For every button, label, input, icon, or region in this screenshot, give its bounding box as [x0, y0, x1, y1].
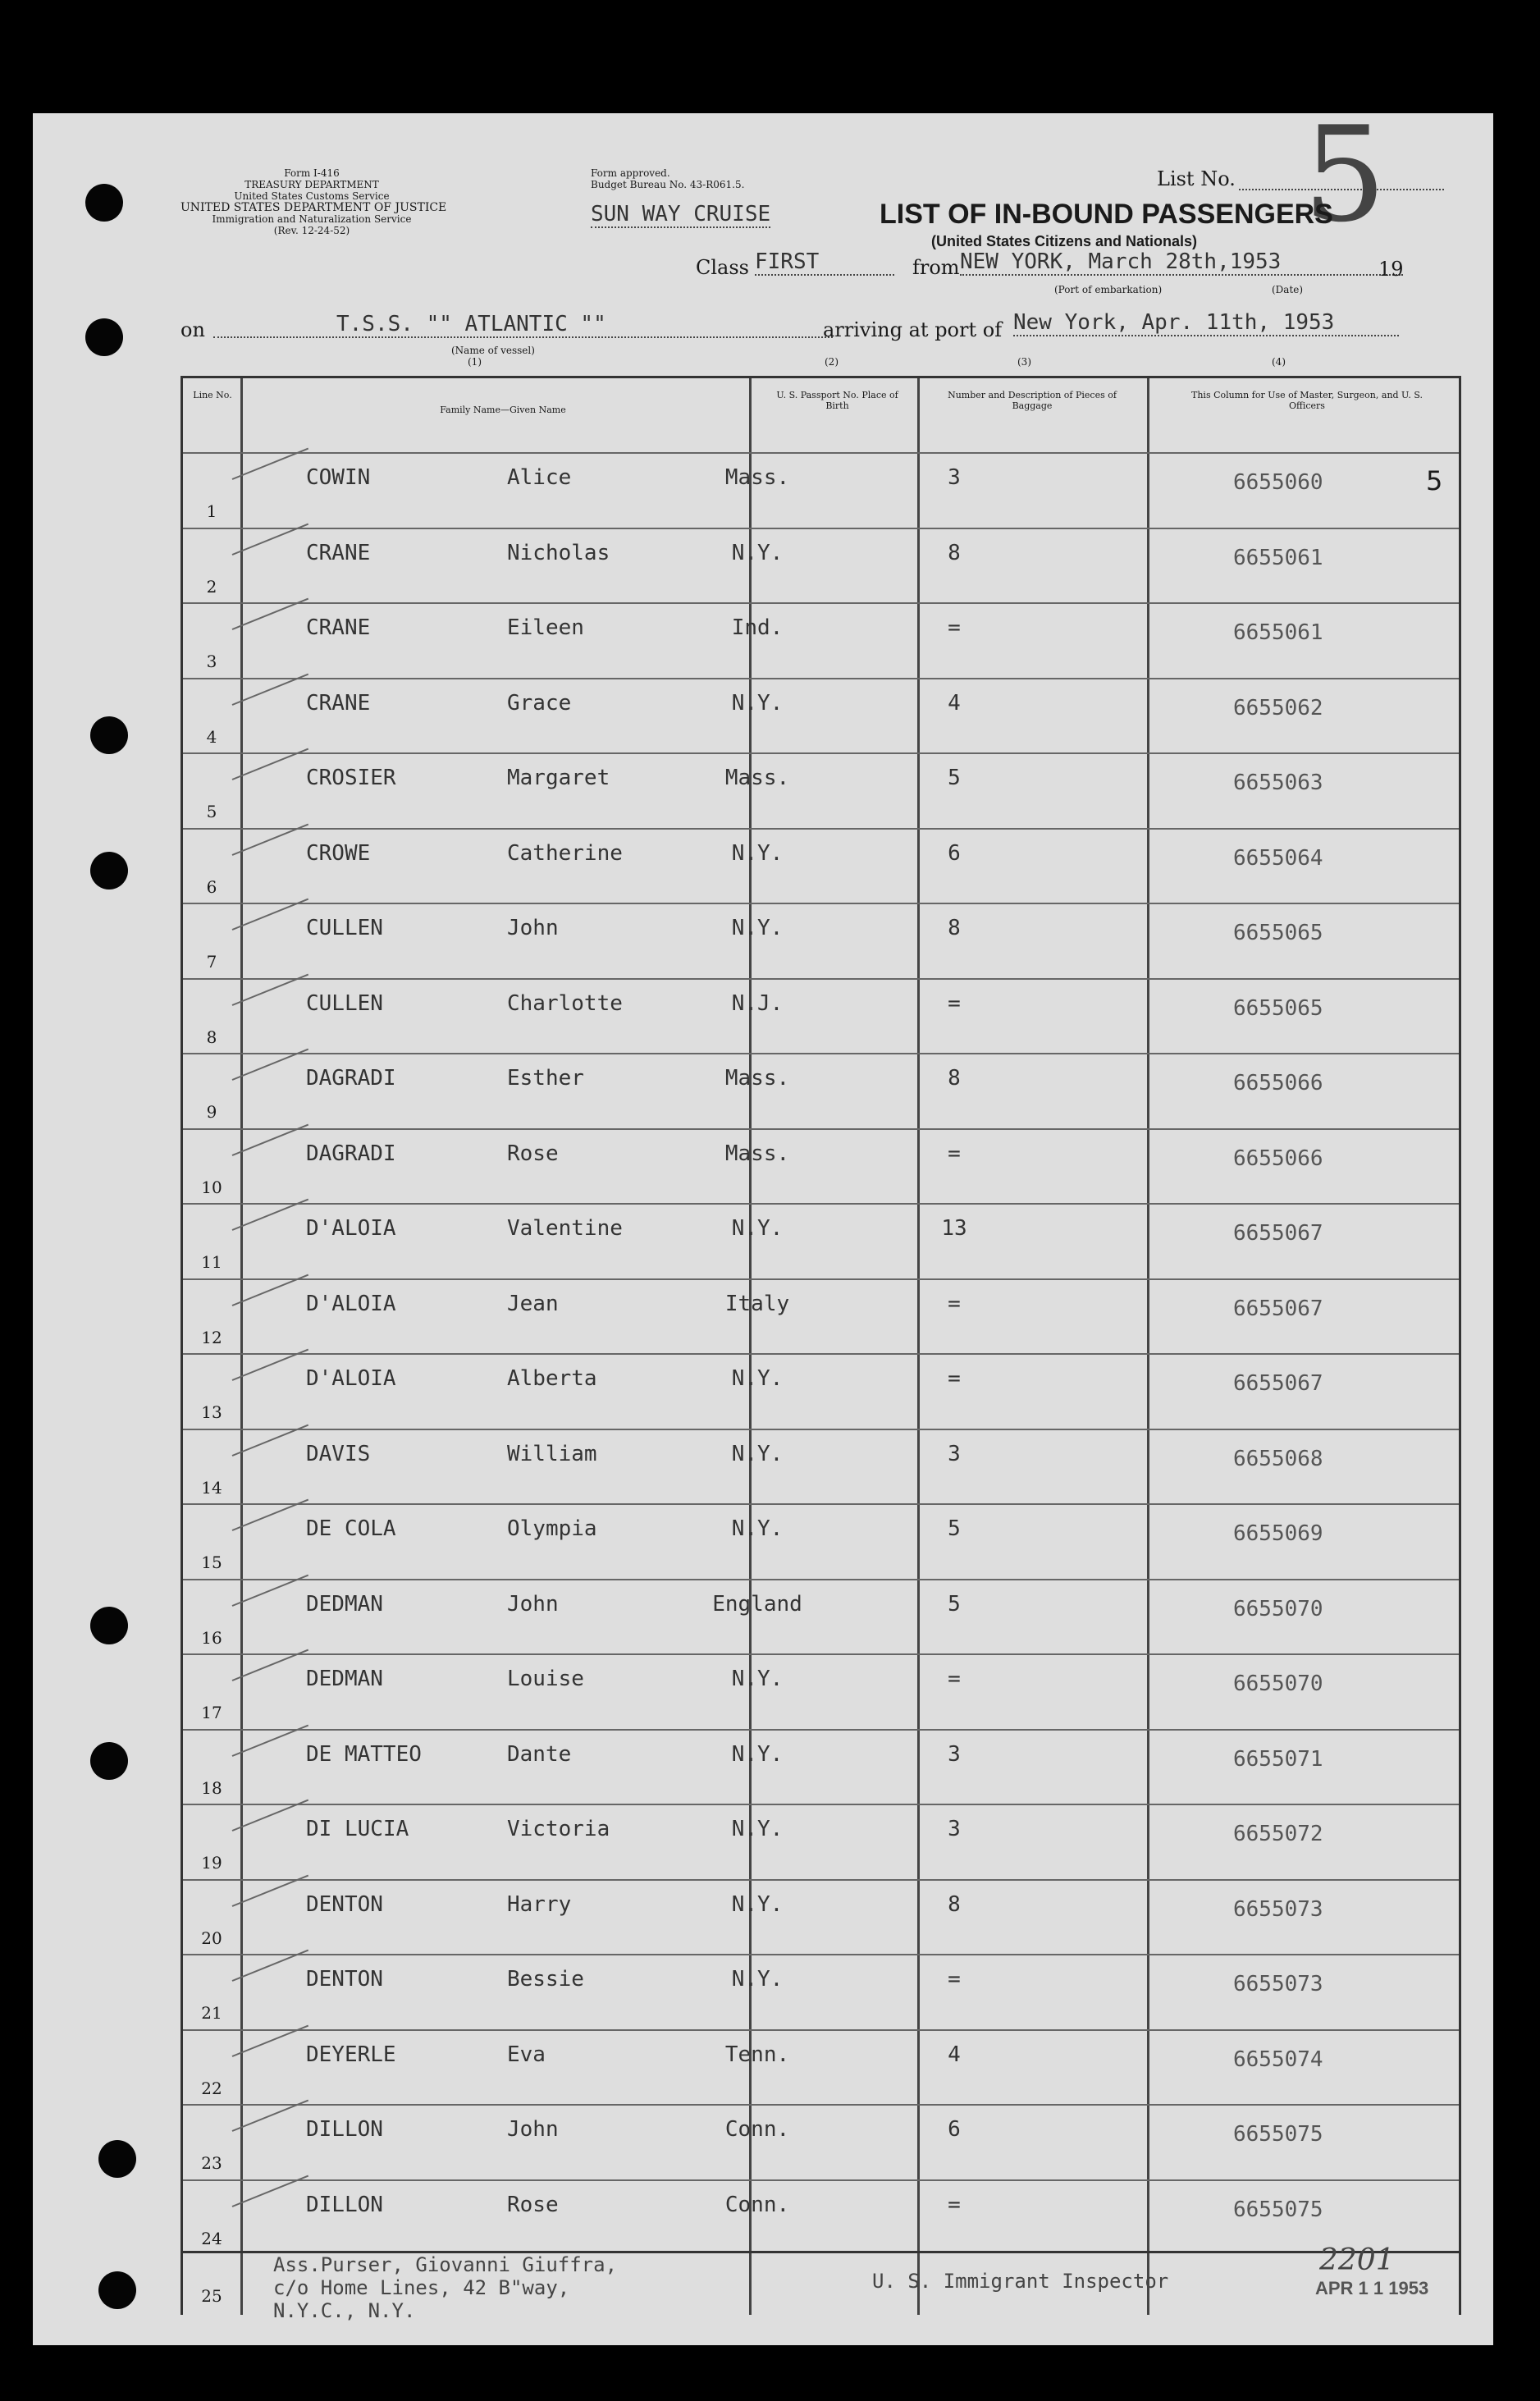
given-name: Valentine [507, 1216, 623, 1241]
line-number: 4 [206, 726, 217, 747]
check-mark [232, 2100, 308, 2132]
place-of-birth: Mass. [724, 465, 790, 490]
table-row [183, 1278, 1459, 1356]
inspector-label: U. S. Immigrant Inspector [872, 2270, 1169, 2293]
from-value: NEW YORK, March 28th,1953 [960, 249, 1403, 276]
check-mark [232, 1424, 308, 1456]
rev-label: (Rev. 12-24-52) [273, 225, 350, 236]
agency-header [181, 167, 447, 236]
binder-hole [85, 184, 123, 222]
family-name: CULLEN [306, 990, 383, 1016]
given-name: John [507, 1591, 559, 1617]
baggage-count: = [948, 1967, 961, 1992]
page-subtitle: (United States Citizens and Nationals) [931, 233, 1198, 249]
check-mark [232, 2175, 308, 2207]
officer-number: 6655070 [1233, 1672, 1323, 1696]
col1-caption: (1) [468, 356, 482, 368]
port-embark-caption: (Port of embarkation) [1054, 284, 1163, 295]
check-mark [232, 523, 308, 555]
place-of-birth: N.Y. [731, 1817, 784, 1841]
table-row [183, 1053, 1459, 1130]
check-mark [232, 1950, 308, 1982]
line-number: 23 [201, 2153, 222, 2173]
place-of-birth: N.Y. [731, 1216, 784, 1241]
page-title: LIST OF IN-BOUND PASSENGERS [880, 199, 1333, 230]
given-name: William [507, 1441, 597, 1466]
place-of-birth: N.Y. [731, 1516, 784, 1541]
place-of-birth: N.Y. [731, 1741, 784, 1767]
place-of-birth: N.Y. [731, 840, 784, 866]
given-name: Harry [507, 1891, 572, 1917]
baggage-count: = [948, 2192, 961, 2217]
baggage-count: = [948, 1141, 961, 1166]
family-name: DE COLA [306, 1516, 396, 1541]
arriving-label: arriving at port of [823, 318, 1003, 341]
table-row [183, 528, 1459, 605]
officer-number: 6655065 [1233, 921, 1323, 945]
check-mark [232, 1649, 308, 1681]
line-number: 21 [201, 2003, 222, 2023]
family-name: CROSIER [306, 766, 396, 790]
line-number: 16 [201, 1627, 222, 1648]
baggage-count: 8 [948, 540, 961, 565]
family-name: DEYERLE [306, 2042, 396, 2067]
given-name: Esther [507, 1066, 584, 1091]
year-suffix: 19 [1378, 258, 1404, 281]
table-row [183, 1503, 1459, 1580]
col-line-header: Line No. [193, 390, 232, 400]
baggage-count: 8 [948, 1891, 961, 1917]
check-mark [232, 2024, 308, 2056]
given-name: Nicholas [507, 540, 610, 565]
from-label: from [912, 256, 960, 279]
place-of-birth: N.Y. [731, 1667, 784, 1691]
place-of-birth: Ind. [731, 615, 784, 640]
check-mark [232, 1499, 308, 1531]
officer-number: 6655061 [1233, 620, 1323, 645]
col3-caption: (3) [1017, 356, 1031, 368]
col-passport-header: U. S. Passport No. Place of Birth [776, 390, 898, 411]
line-number: 22 [201, 2078, 222, 2098]
purser-name: Ass.Purser, Giovanni Giuffra, [273, 2253, 618, 2276]
given-name: Rose [507, 2192, 559, 2217]
arrival-port-date: New York, Apr. 11th, 1953 [1013, 310, 1399, 336]
officer-number: 6655068 [1233, 1446, 1323, 1471]
baggage-count: 5 [948, 1591, 961, 1617]
line-number: 18 [201, 1777, 222, 1798]
family-name: DILLON [306, 2192, 383, 2217]
table-row [183, 2179, 1459, 2257]
binder-hole [85, 318, 123, 356]
check-mark [232, 1123, 308, 1155]
family-name: DE MATTEO [306, 1741, 422, 1767]
place-of-birth: N.J. [731, 990, 784, 1016]
given-name: Jean [507, 1291, 559, 1316]
family-name: DEDMAN [306, 1667, 383, 1691]
col2-caption: (2) [825, 356, 839, 368]
check-mark [232, 1724, 308, 1756]
place-of-birth: Mass. [724, 1066, 790, 1091]
line-number: 12 [201, 1327, 222, 1347]
place-of-birth: N.Y. [731, 1441, 784, 1466]
check-mark [232, 1574, 308, 1606]
place-of-birth: N.Y. [731, 690, 784, 716]
officer-number: 6655075 [1233, 2122, 1323, 2147]
line-number: 11 [201, 1252, 222, 1272]
officer-number: 6655061 [1233, 545, 1323, 570]
table-row [183, 1804, 1459, 1881]
family-name: DILLON [306, 2117, 383, 2142]
date-caption: (Date) [1272, 284, 1304, 295]
officer-number: 6655072 [1233, 1822, 1323, 1846]
line-number: 14 [201, 1477, 222, 1498]
check-mark [232, 748, 308, 780]
table-row [183, 452, 1459, 529]
col-baggage-header: Number and Description of Pieces of Baggage [948, 390, 1117, 411]
family-name: CRANE [306, 690, 371, 716]
line-number: 15 [201, 1553, 222, 1572]
table-row [183, 2029, 1459, 2106]
officer-number: 6655069 [1233, 1521, 1323, 1546]
baggage-count: 3 [948, 1817, 961, 1841]
officer-number: 6655062 [1233, 695, 1323, 720]
place-of-birth: Conn. [724, 2117, 790, 2142]
vessel-caption: (Name of vessel) [451, 345, 535, 356]
baggage-count: = [948, 1366, 961, 1391]
family-name: D'ALOIA [306, 1366, 396, 1391]
col-name-header: Family Name—Given Name [440, 405, 566, 415]
officer-number: 6655075 [1233, 2197, 1323, 2222]
check-mark [232, 673, 308, 705]
vessel-name: T.S.S. "" ATLANTIC "" [213, 312, 833, 338]
table-row [183, 903, 1459, 980]
purser-city: N.Y.C., N.Y. [273, 2299, 416, 2322]
binder-hole [90, 1607, 128, 1644]
officer-number: 6655060 [1233, 470, 1323, 495]
purser-address: c/o Home Lines, 42 B"way, [273, 2276, 570, 2299]
binder-hole [98, 2140, 136, 2178]
family-name: CRANE [306, 615, 371, 640]
table-row [183, 1429, 1459, 1506]
given-name: Louise [507, 1667, 584, 1691]
given-name: Dante [507, 1741, 572, 1767]
given-name: John [507, 916, 559, 940]
table-row [183, 678, 1459, 755]
officer-number: 6655065 [1233, 995, 1323, 1021]
officer-number: 6655066 [1233, 1071, 1323, 1095]
given-name: Olympia [507, 1516, 597, 1541]
place-of-birth: N.Y. [731, 1366, 784, 1391]
binder-hole [98, 2271, 136, 2309]
footer-row [183, 2243, 1459, 2322]
baggage-count: 5 [948, 1516, 961, 1541]
treasury-label: TREASURY DEPARTMENT [244, 179, 379, 190]
officer-number: 6655073 [1233, 1896, 1323, 1922]
check-mark [232, 899, 308, 931]
officer-number: 6655066 [1233, 1146, 1323, 1171]
officer-number: 6655067 [1233, 1371, 1323, 1396]
check-mark [232, 598, 308, 630]
manifest-sheet [33, 98, 1493, 2345]
line-number: 19 [201, 1853, 222, 1873]
place-of-birth: Tenn. [724, 2042, 790, 2067]
baggage-count: 8 [948, 916, 961, 940]
officer-number: 6655067 [1233, 1296, 1323, 1321]
officer-number: 6655064 [1233, 845, 1323, 871]
family-name: CRANE [306, 540, 371, 565]
baggage-count: 5 [948, 766, 961, 790]
officer-number: 6655074 [1233, 2047, 1323, 2072]
table-row [183, 1203, 1459, 1280]
handwritten-number: 2201 [1319, 2243, 1395, 2277]
check-mark [232, 1800, 308, 1832]
table-row [183, 1729, 1459, 1806]
ins-label: Immigration and Naturalization Service [212, 213, 412, 225]
check-mark [232, 1874, 308, 1906]
family-name: CROWE [306, 840, 371, 866]
family-name: DENTON [306, 1891, 383, 1917]
officer-number: 6655071 [1233, 1746, 1323, 1772]
budget-bureau: Budget Bureau No. 43-R061.5. [591, 179, 745, 190]
baggage-count: 13 [941, 1216, 967, 1241]
place-of-birth: N.Y. [731, 916, 784, 940]
given-name: Alice [507, 465, 572, 490]
class-label: Class [696, 256, 749, 279]
family-name: DAGRADI [306, 1141, 396, 1166]
place-of-birth: Conn. [724, 2192, 790, 2217]
given-name: Charlotte [507, 990, 623, 1016]
baggage-count: 6 [948, 840, 961, 866]
given-name: Victoria [507, 1817, 610, 1841]
family-name: CULLEN [306, 916, 383, 940]
baggage-count: = [948, 990, 961, 1016]
baggage-count: 3 [948, 1741, 961, 1767]
baggage-count: 4 [948, 690, 961, 716]
table-row [183, 1653, 1459, 1731]
form-approved: Form approved. [591, 167, 670, 179]
given-name: Eileen [507, 615, 584, 640]
table-row [183, 1954, 1459, 2031]
baggage-count: 3 [948, 1441, 961, 1466]
given-name: Grace [507, 690, 572, 716]
on-label: on [181, 318, 205, 341]
class-value: FIRST [755, 249, 894, 276]
line-number: 9 [206, 1102, 217, 1122]
officer-number: 6655070 [1233, 1596, 1323, 1621]
line-number: 7 [206, 952, 217, 972]
given-name: Catherine [507, 840, 623, 866]
officer-number: 6655067 [1233, 1221, 1323, 1246]
row-mark: 5 [1426, 465, 1443, 496]
binder-hole [90, 716, 128, 754]
binder-hole [90, 1742, 128, 1780]
family-name: DEDMAN [306, 1591, 383, 1617]
table-row [183, 1353, 1459, 1430]
family-name: DAGRADI [306, 1066, 396, 1091]
approval-block [591, 167, 744, 190]
given-name: Bessie [507, 1967, 584, 1992]
line-number: 25 [201, 2286, 222, 2306]
table-row [183, 1579, 1459, 1656]
place-of-birth: Italy [724, 1291, 790, 1316]
baggage-count: 4 [948, 2042, 961, 2067]
col4-caption: (4) [1272, 356, 1286, 368]
check-mark [232, 823, 308, 855]
baggage-count: = [948, 615, 961, 640]
officer-number: 6655073 [1233, 1972, 1323, 1996]
line-number: 8 [206, 1027, 217, 1047]
check-mark [232, 1199, 308, 1231]
line-number: 10 [201, 1177, 222, 1197]
baggage-count: 3 [948, 465, 961, 490]
family-name: DENTON [306, 1967, 383, 1992]
table-row [183, 978, 1459, 1055]
purser-signature-block [273, 2253, 617, 2322]
family-name: DI LUCIA [306, 1817, 409, 1841]
customs-label: United States Customs Service [234, 190, 390, 202]
table-row [183, 602, 1459, 679]
given-name: Margaret [507, 766, 610, 790]
binder-hole [90, 852, 128, 890]
given-name: John [507, 2117, 559, 2142]
table-row [183, 752, 1459, 830]
table-row [183, 2104, 1459, 2181]
line-number: 1 [206, 501, 217, 521]
place-of-birth: Mass. [724, 766, 790, 790]
baggage-count: 8 [948, 1066, 961, 1091]
table-row [183, 1128, 1459, 1205]
family-name: DAVIS [306, 1441, 371, 1466]
family-name: COWIN [306, 465, 371, 490]
line-number: 3 [206, 652, 217, 671]
given-name: Rose [507, 1141, 559, 1166]
place-of-birth: N.Y. [731, 1967, 784, 1992]
check-mark [232, 448, 308, 480]
line-number: 24 [201, 2228, 222, 2248]
baggage-count: 6 [948, 2117, 961, 2142]
line-number: 20 [201, 1928, 222, 1948]
table-row [183, 828, 1459, 905]
line-number: 17 [201, 1703, 222, 1722]
list-number: 5 [1303, 98, 1387, 251]
check-mark [232, 1349, 308, 1381]
baggage-count: = [948, 1667, 961, 1691]
check-mark [232, 1274, 308, 1306]
table-row [183, 1879, 1459, 1956]
officer-number: 6655063 [1233, 771, 1323, 795]
form-number: Form I-416 [284, 167, 340, 179]
given-name: Eva [507, 2042, 546, 2067]
line-number: 2 [206, 576, 217, 597]
check-mark [232, 973, 308, 1005]
justice-label: UNITED STATES DEPARTMENT OF JUSTICE [181, 201, 447, 214]
given-name: Alberta [507, 1366, 597, 1391]
family-name: D'ALOIA [306, 1291, 396, 1316]
col-officers-header: This Column for Use of Master, Surgeon, and U. S. Officers [1191, 390, 1423, 411]
check-mark [232, 1049, 308, 1081]
place-of-birth: Mass. [724, 1141, 790, 1166]
passenger-table [181, 376, 1461, 2322]
family-name: D'ALOIA [306, 1216, 396, 1241]
baggage-count: = [948, 1291, 961, 1316]
cruise-name: SUN WAY CRUISE [591, 202, 771, 226]
place-of-birth: N.Y. [731, 1891, 784, 1917]
list-no-label: List No. [1157, 167, 1236, 190]
inspection-date-stamp: APR 1 1 1953 [1315, 2278, 1429, 2298]
line-number: 5 [206, 802, 217, 821]
place-of-birth: N.Y. [731, 540, 784, 565]
place-of-birth: England [712, 1591, 802, 1617]
line-number: 6 [206, 876, 217, 897]
line-number: 13 [201, 1402, 222, 1422]
